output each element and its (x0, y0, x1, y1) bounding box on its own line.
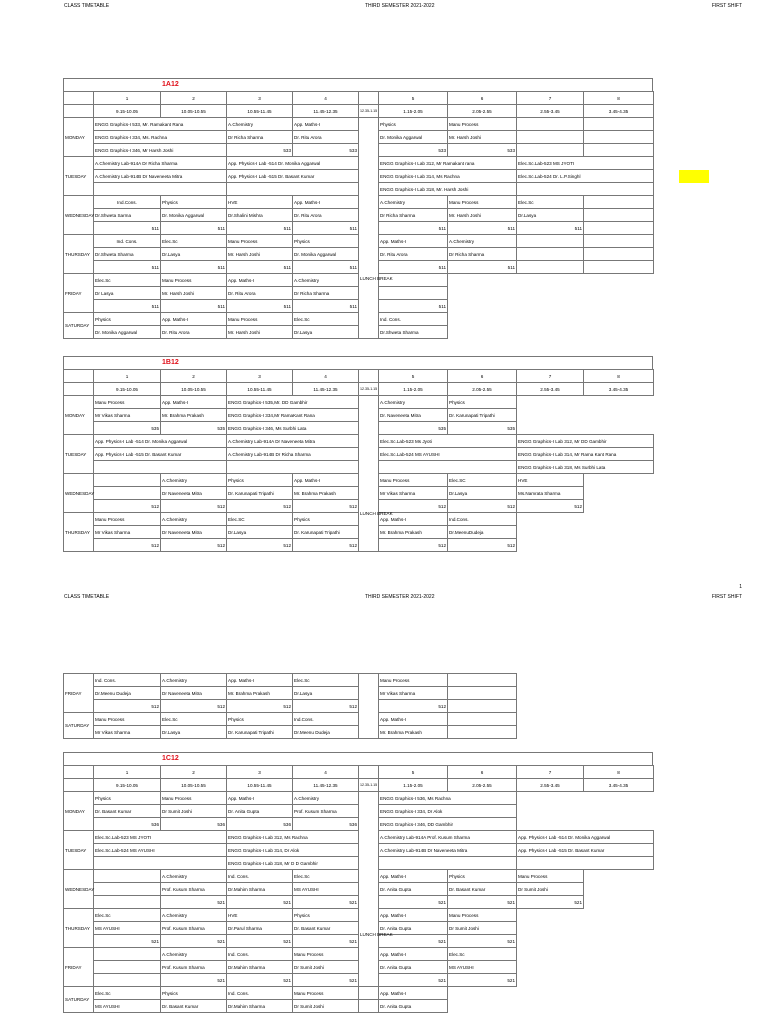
day-tuesday: TUESDAY (64, 157, 94, 196)
day-monday: MONDAY (64, 118, 94, 157)
header-middle: THIRD SEMESTER 2021-2022 (365, 3, 435, 9)
lunch-break: LUNCH BREAK (359, 792, 379, 987)
page-header: CLASS TIMETABLE THIRD SEMESTER 2021-2022 FIRST SHIFT (64, 594, 742, 600)
header-left: CLASS TIMETABLE (64, 3, 110, 9)
lunch-break: LUNCH BREAK (359, 396, 379, 552)
yellow-highlight (679, 170, 709, 183)
page-header (0, 3, 768, 13)
timetable-1c12: 1C12 1 2 3 4 5 6 7 8 9.15-10.05 10.05-10.55 10.55-11.45 11.45-12.35 12.35-1.15 1.15-2.05 2.05-2.55 2.55-3.45 3.45-4.35 MONDAY Physics Manu Process App. Maths-I A.Chemistry LUNCH BREAK ENGG Graphics-I 536, Ms Rachna Dr. Basant Kumar Dr Sumit Joshi Dr. Anita Gupta Prof. Kusum Sharma ENGG Graphics-I 334, Dr Alok 536 536 536 536 ENGG Graphics-I 346, DD Gambhir TUESDAY Elec.Sc.Lab-523 MS JYOTI ENGG Graphics-I Lab 312, Ms Rachna A.Chemistry Lab-914A Prof. Kusum Sharma App. Physics-I Lab -514 Dr. Monika Aggarwal Elec.Sc.Lab-524 MS AYUSHI ENGG Graphics-I Lab 314, Dr Alok A.Chemistry Lab-914B Dr Naveneeta Mitra App. Physics-I Lab -515 Dr. Basant Kumar ENGG Graphics-I Lab 318, Mr D D Gambhir WEDNESDAY A.Chemistry Ind. Cons. Elec.Sc App. Maths-I Physics Manu Process Prof. Kusum Sharma Dr.Mahim Sharma MS AYUSHI Dr. Anita Gupta Dr. Basant Kumar Dr Sumit Joshi 521 521 521 521 521 521 THURSDAY Elec.Sc A.Chemistry HVE Physics App. Maths-I Manu Process MS AYUSHI Prof. Kusum Sharma Dr.Parul Sharma Dr. Basant Kumar Dr. Anita Gupta Dr Sumit Joshi 521 521 521 521 521 521 FRIDAY A.Chemistry Ind. Cons. Manu Process App. Maths-I Elec.Sc Prof. Kusum Sharma Dr.Mahim Sharma Dr Sumit Joshi Dr. Anita Gupta MS AYUSHI 521 521 521 521 521 SATURDAY Elec.Sc Physics Ind. Cons. Manu Process App. Maths-I MS AYUSHI Dr. Basant Kumar Dr.Mahim Sharma Dr Sumit Joshi Dr. Anita Gupta (63, 752, 653, 1013)
day-thursday: THURSDAY (64, 235, 94, 274)
section-title: 1C12 (63, 752, 653, 765)
day-wednesday: WEDNESDAY (64, 196, 94, 235)
timetable-table: 1 2 3 4 5 6 7 8 9.15-10.05 10.05-10.55 10.55-11.45 11.45-12.35 12.35-1.15 1.15-2.05 2.05-2.55 2.55-3.45 3.45-4.35 MONDAY ENGG Graphics-I 533, Mr. Ramakant Rana A.Chemistry App. Maths-I LUNCH BREAK Physics Manu Process ENGG Graphics-I 334, Ms. Rachna Dr Richa Sharma Dr. Ritu Arora Dr. Monika Aggarwal Mr. Harsh Joshi ENGG Graphics-I 346, Mr Harsh Joshi 533 533 533 533 TUESDAY A.Chemistry Lab-914A Dr Richa Sharma App. Physics-I Lab -514 Dr. Monika Aggarwal ENGG Graphics-I Lab 312, Mr Ramakant rana Elec.Sc.Lab-523 MS JYOTI A.Chemistry Lab-914B Dr Naveneeta Mitra App. Physics-I Lab -515 Dr. Basant Kumar ENGG Graphics-I Lab 314, Ms Rachna Elec.Sc.Lab-524 Dr. L.P.Singhl ENGG Graphics-I Lab 318, Mr. Harsh Joshi WEDNESDAY Ind.Cons. Physics HVE App. Maths-I A.Chemistry Manu Process Elec.Sc Dr.Shweta Sarma Dr. Monika Aggarwal Dr.Shalini Mishra Dr. Ritu Arora Dr Richa Sharma Mr. Harsh Joshi Dr.Lasya 511 511 511 511 511 511 511 THURSDAY Ind. Cons. Elec.Sc Manu Process Physics App. Maths-I A.Chemistry Dr.Shweta Sharma Dr.Lasya Mr. Harsh Joshi Dr. Monika Aggarwal Dr. Ritu Arora Dr Richa Sharma 511 511 511 511 511 511 FRIDAY Elec.Sc Manu Process App. Maths-I A.Chemistry Dr Lasya Mr. Harsh Joshi Dr. Ritu Arora Dr Richa Sharma 511 511 511 511 511 SATURDAY Physics App. Maths-I Manu Process Elec.Sc Ind. Cons. Dr. Monika Aggarwal Dr. Ritu Arora Mr. Harsh Joshi Dr.Lasya Dr.Shweta Sharma (63, 91, 654, 339)
time-row: 9.15-10.05 10.05-10.55 10.55-11.45 11.45-12.35 12.35-1.15 1.15-2.05 2.05-2.55 2.55-3.45 3.45-4.35 (64, 105, 654, 118)
timetable-table: 1 2 3 4 5 6 7 8 9.15-10.05 10.05-10.55 10.55-11.45 11.45-12.35 12.35-1.15 1.15-2.05 2.05-2.55 2.55-3.45 3.45-4.35 MONDAY Manu Process App. Maths-I ENGG Graphics-I 535,Mr. DD Gambhir LUNCH BREAK A.Chemistry Physics Mr Vikas Sharma Mr. Brahma Prakash ENGG Graphics-I 334,Mr RamaKant Rana Dr. Naveneeta Mitra Dr. Karunapati Tripathi 535 535 ENGG Graphics-I 346, Ms Surbhi Lata 535 535 TUESDAY App. Physics-I Lab -514 Dr. Monika Aggarwal A.Chemistry Lab-914A Dr Naveneeta Mitra Elec.Sc.Lab-523 Ms Jyoti ENGG Graphics-I Lab 312, Mr DD Gambhir App. Physics-I Lab -515 Dr. Basant Kumar A.Chemistry Lab-914B Dr Richa Sharma Elec.Sc.Lab-524 MS AYUSHI ENGG Graphics-I Lab 314, Mr Rama Kant Rana ENGG Graphics-I Lab 318, Ms Surbhi Lata WEDNESDAY A.Chemistry Physics App. Maths-I Manu Process Elec.SC HVE Dr Naveneeta Mitra Dr. Karunapati Tripathi Mr. Brahma Prakash Mr Vikas Sharma Dr.Lasya Ms.Namrata Sharma 512 512 512 512 512 512 512 THURSDAY Manu Process A.Chemistry Elec.SC Physics App. Maths-I Ind.Cons. Mr Vikas Sharma Dr Naveneeta Mitra Dr.Lasya Dr. Karunapati Tripathi Mr. Brahma Prakash Dr.MeenuDudeja 512 512 512 512 512 512 (63, 369, 654, 552)
page-number: 1 (739, 584, 742, 590)
section-title: 1A12 (63, 78, 653, 91)
timetable-1b12-continued: FRIDAY Ind. Cons. A.Chemistry App. Maths-I Elec.Sc Manu Process Dr.Meenu Dudeja Dr Naveneeta Mitra Mr. Brahma Prakash Dr.Lasya Mr Vikas Sharma 512 512 512 512 512 SATURDAY Manu Process Elec.Sc Physics Ind.Cons. App. Maths-I Mr Vikas Sharma Dr.Lasya Dr. Karunapati Tripathi Dr.Meenu Dudeja Mr. Brahma Prakash (63, 673, 653, 739)
period-row: 1 2 3 4 5 6 7 8 (64, 92, 654, 105)
lunch-break: LUNCH BREAK (359, 118, 379, 339)
day-friday: FRIDAY (64, 274, 94, 313)
day-saturday: SATURDAY (64, 313, 94, 339)
header-right: FIRST SHIFT (711, 3, 742, 9)
section-title: 1B12 (63, 356, 653, 369)
timetable-1b12 (63, 356, 653, 552)
timetable-1a12 (63, 78, 653, 339)
